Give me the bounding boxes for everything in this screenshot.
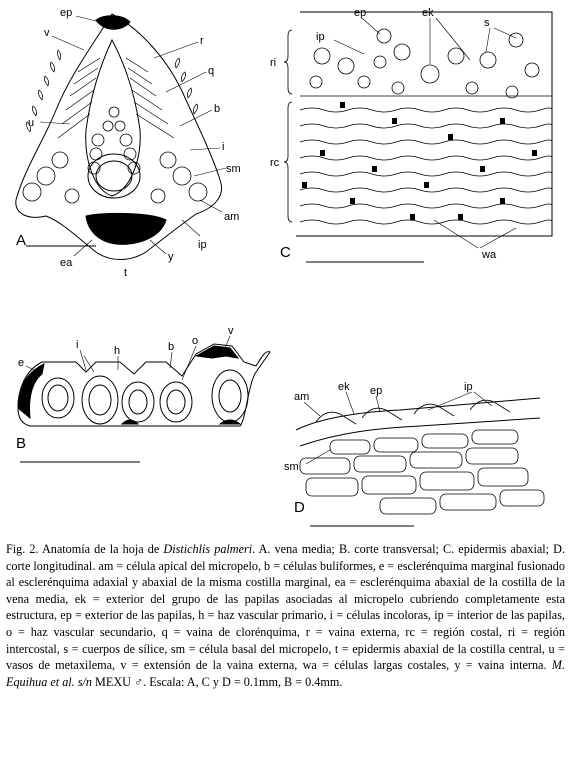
panel-a-label-q: q — [208, 65, 215, 77]
panel-c-label-wa: wa — [482, 249, 497, 261]
panel-a-label-u: u — [28, 117, 35, 129]
caption-lead: Fig. 2. Anatomía de la hoja de — [6, 542, 164, 556]
panel-a-letter: A — [16, 232, 27, 249]
panel-b-label-i: i — [76, 339, 79, 351]
panel-a-label-b: b — [214, 103, 221, 115]
panel-c-label-ri: ri — [270, 57, 277, 69]
panel-a-label-ea: ea — [60, 257, 73, 269]
panel-b-label-v: v — [228, 325, 234, 337]
caption-species: Distichlis palmeri — [163, 542, 253, 556]
panel-a-label-i: i — [222, 141, 225, 153]
panel-a-label-y: y — [168, 251, 174, 263]
panel-b-drawing — [18, 336, 270, 462]
panel-c-label-ep: ep — [354, 7, 367, 19]
panel-a-label-sm: sm — [226, 163, 241, 175]
figure-caption — [6, 541, 565, 690]
caption-tail: MEXU ♂. Escala: A, C y D = 0.1mm, B = 0.4mm. — [92, 674, 343, 689]
panel-c-label-rc: rc — [270, 157, 280, 169]
panel-d-label-ep: ep — [370, 385, 383, 397]
panel-b-label-o: o — [192, 335, 199, 347]
panel-a-label-am: am — [224, 211, 240, 223]
panel-c-letter: C — [280, 244, 291, 261]
panel-d-label-ek: ek — [338, 381, 350, 393]
panel-a-label-ip: ip — [198, 239, 207, 251]
panel-b-letter: B — [16, 435, 27, 452]
panel-c-label-ip: ip — [316, 31, 325, 43]
panel-a-label-ep: ep — [60, 7, 73, 19]
panel-a-drawing — [16, 14, 226, 260]
panel-b-label-e: e — [18, 357, 25, 369]
panel-c-label-s: s — [484, 17, 490, 29]
panel-b-label-b: b — [168, 341, 175, 353]
caption-collector: M. Equihua et al. s/n — [6, 658, 565, 689]
caption-body: . A. vena media; B. corte transversal; C. epidermis abaxial; D. corte longitudinal. am = célula apical del micropelo, b = células buliformes, e = esclerénquima marginal fusionado al esclerénquima adaxial y abaxial de la misma costilla marginal, ea = esclerénquima abaxial de la costilla de la vena media, ek = exterior del grupo de las papilas asociadas al micropelo cubriendo completamente esta estructura, ep = exterior de las papilas, h = haz vascular primario, i = células incoloras, ip = interior de las papilas, o = haz vascular secundario, q = vaina de clorénquima, r = vaina externa, rc = región costal, ri = región intercostal, s = cuerpos de sílice, sm = célula basal del micropelo, t = epidermis abaxial de la costilla central, u = vasos de metaxilema, v = extensión de la vaina externa, wa = células largas costales, y = vaina interna. — [6, 542, 565, 673]
panel-d-label-ip: ip — [464, 381, 473, 393]
panel-a-label-v: v — [44, 27, 50, 39]
panel-d-letter: D — [294, 499, 305, 516]
panel-a-label-r: r — [200, 35, 204, 47]
panel-a-label-t: t — [124, 267, 128, 279]
panel-d-label-am: am — [294, 391, 310, 403]
panel-c-drawing — [284, 12, 552, 262]
panel-d-drawing — [296, 392, 544, 526]
panel-d-label-sm: sm — [284, 461, 299, 473]
panel-b-label-h: h — [114, 345, 121, 357]
panel-c-label-ek: ek — [422, 7, 434, 19]
